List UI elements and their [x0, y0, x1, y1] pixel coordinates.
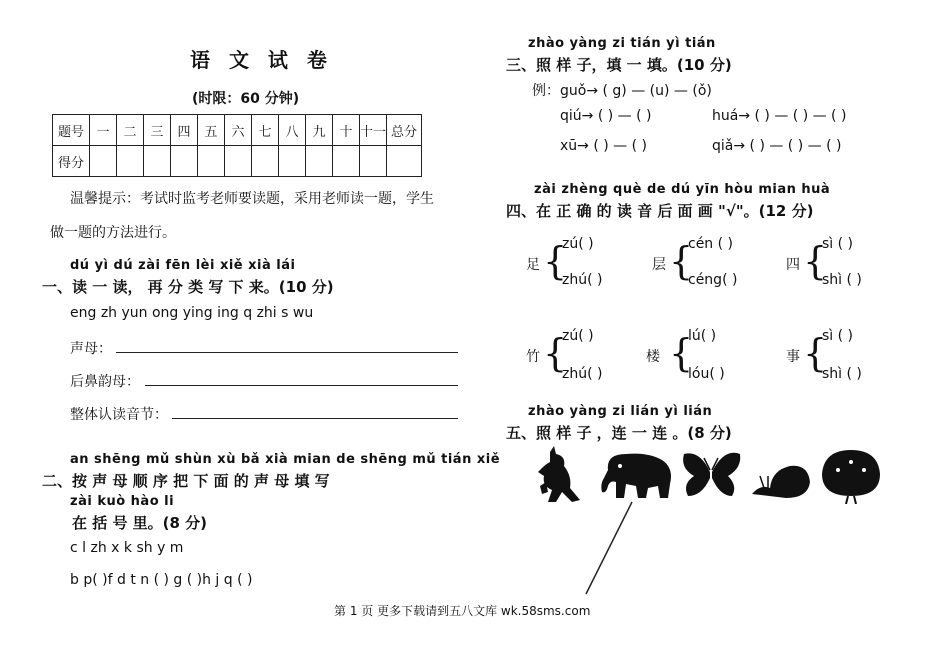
s2-fill-blanks: b p( )f d t n ( ) g ( )h j q ( ): [70, 572, 253, 588]
score-header-cell: 七: [252, 115, 279, 146]
score-header-cell: 总分: [387, 115, 422, 146]
score-table: [52, 114, 422, 177]
score-header-cell: 四: [171, 115, 198, 146]
score-cell[interactable]: [144, 146, 171, 177]
s4-char: 楼: [646, 349, 660, 365]
score-cell[interactable]: [225, 146, 252, 177]
s1-label-initials: 声母：: [70, 341, 112, 357]
elephant-icon[interactable]: [598, 450, 676, 500]
kangaroo-icon[interactable]: [532, 446, 588, 504]
exam-title: 语 文 试 卷: [190, 48, 333, 72]
score-cell[interactable]: [252, 146, 279, 177]
s2-title-2: 在 括 号 里。(8 分): [72, 514, 208, 532]
s1-title: 一、读 一 读， 再 分 类 写 下 来。(10 分): [42, 278, 334, 296]
s4-char: 层: [652, 257, 666, 273]
score-header-cell: 五: [198, 115, 225, 146]
s2-letters: c l zh x k sh y m: [70, 540, 184, 556]
brace-icon: {: [543, 239, 568, 283]
score-cell[interactable]: [90, 146, 117, 177]
score-header-cell: 十一: [360, 115, 387, 146]
s1-items: eng zh yun ong ying ing q zhi s wu: [70, 305, 314, 321]
s1-answer-line-back-nasal[interactable]: [145, 385, 458, 386]
s4-pinyin: zài zhèng què de dú yīn hòu mian huà: [534, 182, 831, 197]
score-cell[interactable]: [117, 146, 144, 177]
s3-example: 例：guǒ→ ( g) — (u) — (ǒ): [532, 83, 712, 99]
s4-option[interactable]: céng( ): [688, 272, 738, 288]
score-header-cell: 六: [225, 115, 252, 146]
s4-option[interactable]: zú( ): [562, 328, 594, 344]
score-header-cell: 九: [306, 115, 333, 146]
s1-label-back-nasal: 后鼻韵母：: [70, 374, 140, 390]
peacock-icon[interactable]: [818, 446, 884, 504]
s4-option[interactable]: lú( ): [688, 328, 717, 344]
s4-char: 竹: [526, 349, 540, 365]
score-header-cell: 三: [144, 115, 171, 146]
s4-option[interactable]: shì ( ): [822, 366, 862, 382]
butterfly-icon[interactable]: [680, 448, 742, 500]
tips-line-1: 温馨提示：考试时监考老师要读题，采用老师读一题，学生: [70, 191, 434, 207]
s2-title-1: 二、按 声 母 顺 序 把 下 面 的 声 母 填 写: [42, 472, 330, 490]
brace-icon: {: [669, 331, 694, 375]
score-row-label: 得分: [53, 146, 90, 177]
s1-pinyin: dú yì dú zài fēn lèi xiě xià lái: [70, 258, 296, 273]
score-header-cell: 题号: [53, 115, 90, 146]
score-header-cell: 八: [279, 115, 306, 146]
s4-option[interactable]: sì ( ): [822, 328, 854, 344]
s1-answer-line-whole-syllable[interactable]: [172, 418, 458, 419]
s3-row2-right: qiǎ→ ( ) — ( ) — ( ): [712, 138, 842, 154]
score-table-header-row: [53, 115, 422, 146]
s3-title: 三、照 样 子，填 一 填。(10 分): [506, 56, 732, 74]
brace-icon: {: [543, 331, 568, 375]
score-header-cell: 二: [117, 115, 144, 146]
s4-option[interactable]: zhú( ): [562, 366, 603, 382]
score-cell[interactable]: [279, 146, 306, 177]
s1-answer-line-initials[interactable]: [116, 352, 458, 353]
score-cell[interactable]: [387, 146, 422, 177]
s2-pinyin-1: an shēng mǔ shùn xù bǎ xià mian de shēng mǔ tián xiě: [70, 452, 501, 467]
s4-option[interactable]: sì ( ): [822, 236, 854, 252]
s4-option[interactable]: lóu( ): [688, 366, 725, 382]
s4-char: 四: [786, 257, 800, 273]
s1-label-whole-syllable: 整体认读音节：: [70, 407, 168, 423]
tips-line-2: 做一题的方法进行。: [50, 225, 176, 241]
brace-icon: {: [803, 239, 828, 283]
s4-option[interactable]: zhú( ): [562, 272, 603, 288]
s4-title: 四、在 正 确 的 读 音 后 面 画 "√"。(12 分): [506, 202, 814, 220]
score-table-score-row: [53, 146, 422, 177]
s4-char: 足: [526, 257, 540, 273]
s4-option[interactable]: shì ( ): [822, 272, 862, 288]
score-cell[interactable]: [198, 146, 225, 177]
connection-line: [580, 500, 640, 600]
score-cell[interactable]: [360, 146, 387, 177]
s4-char: 事: [786, 349, 800, 365]
s3-pinyin: zhào yàng zi tián yì tián: [528, 36, 716, 51]
page-footer: 第 1 页 更多下载请到五八文库 wk.58sms.com: [334, 604, 591, 618]
s3-row1-left: qiú→ ( ) — ( ): [560, 108, 652, 124]
score-cell[interactable]: [306, 146, 333, 177]
s3-row1-right: huá→ ( ) — ( ) — ( ): [712, 108, 847, 124]
s5-pinyin: zhào yàng zi lián yì lián: [528, 404, 713, 419]
s3-row2-left: xū→ ( ) — ( ): [560, 138, 647, 154]
score-header-cell: 十: [333, 115, 360, 146]
snail-icon[interactable]: [750, 458, 812, 500]
s5-title: 五、照 样 子 ，连 一 连 。(8 分): [506, 424, 732, 442]
s4-option[interactable]: cén ( ): [688, 236, 734, 252]
brace-icon: {: [669, 239, 694, 283]
s4-option[interactable]: zú( ): [562, 236, 594, 252]
score-cell[interactable]: [171, 146, 198, 177]
score-cell[interactable]: [333, 146, 360, 177]
s2-pinyin-2: zài kuò hào li: [70, 494, 175, 509]
time-limit: (时限：60 分钟): [192, 91, 300, 107]
score-header-cell: 一: [90, 115, 117, 146]
brace-icon: {: [803, 331, 828, 375]
